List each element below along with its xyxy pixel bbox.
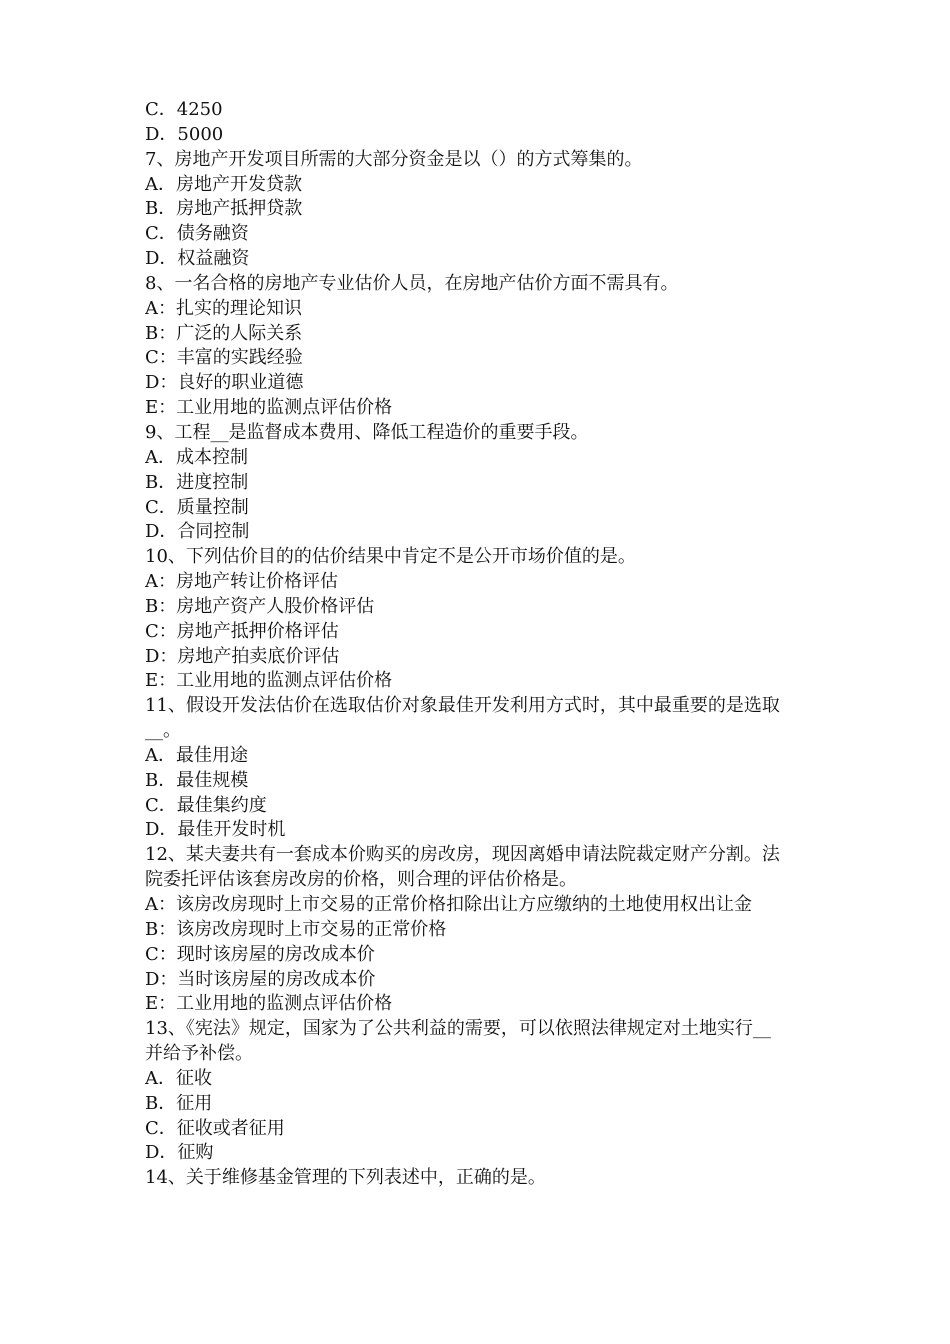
- option-a: A：扎实的理论知识: [145, 297, 302, 319]
- option-a: A．房地产开发贷款: [145, 173, 302, 195]
- option-a: A．征收: [145, 1067, 212, 1089]
- option-b: B．进度控制: [145, 471, 249, 493]
- option-b: B．最佳规模: [145, 769, 249, 791]
- option-c: C．4250: [145, 99, 223, 120]
- option-d: D．最佳开发时机: [145, 819, 286, 841]
- option-e: E：工业用地的监测点评估价格: [145, 993, 393, 1015]
- option-b: B：广泛的人际关系: [145, 322, 303, 344]
- question-12-continued: 院委托评估该套房改房的价格，则合理的评估价格是。: [145, 869, 577, 891]
- option-c: C．债务融资: [145, 223, 249, 245]
- option-d: D．权益融资: [145, 248, 250, 270]
- document-page: [145, 98, 815, 1191]
- option-a: A：房地产转让价格评估: [145, 571, 338, 593]
- option-c: C．质量控制: [145, 496, 249, 518]
- option-d: D．征购: [145, 1142, 214, 1164]
- question-11: 11、假设开发法估价在选取估价对象最佳开发利用方式时，其中最重要的是选取: [145, 695, 780, 717]
- option-d: D．5000: [145, 123, 224, 145]
- option-a: A：该房改房现时上市交易的正常价格扣除出让方应缴纳的土地使用权出让金: [145, 894, 752, 915]
- option-b: B：房地产资产人股价格评估: [145, 595, 375, 617]
- option-c: C．征收或者征用: [145, 1117, 285, 1139]
- option-a: A．成本控制: [145, 446, 248, 468]
- option-d: D：良好的职业道德: [145, 372, 304, 394]
- option-d: D．合同控制: [145, 521, 250, 543]
- question-14: 14、关于维修基金管理的下列表述中，正确的是。: [145, 1167, 546, 1189]
- option-c: C：现时该房屋的房改成本价: [145, 943, 375, 965]
- option-e: E：工业用地的监测点评估价格: [145, 397, 393, 419]
- option-e: E：工业用地的监测点评估价格: [145, 670, 393, 692]
- option-c: C：丰富的实践经验: [145, 347, 303, 369]
- question-12: 12、某夫妻共有一套成本价购买的房改房，现因离婚申请法院裁定财产分割。法: [145, 844, 780, 866]
- option-b: B：该房改房现时上市交易的正常价格: [145, 918, 447, 940]
- option-b: B．征用: [145, 1092, 213, 1114]
- option-c: C．最佳集约度: [145, 794, 267, 816]
- question-9: 9、工程__是监督成本费用、降低工程造价的重要手段。: [145, 421, 589, 443]
- question-11-continued: __。: [145, 720, 181, 742]
- option-d: D：房地产拍卖底价评估: [145, 645, 340, 667]
- option-d: D：当时该房屋的房改成本价: [145, 968, 376, 990]
- question-13-continued: 并给予补偿。: [145, 1043, 253, 1065]
- question-13: 13、《宪法》规定，国家为了公共利益的需要，可以依照法律规定对土地实行__: [145, 1018, 771, 1040]
- option-a: A．最佳用途: [145, 744, 248, 766]
- question-10: 10、下列估价目的的估价结果中肯定不是公开市场价值的是。: [145, 546, 636, 568]
- question-7: 7、房地产开发项目所需的大部分资金是以（）的方式筹集的。: [145, 148, 643, 170]
- option-c: C：房地产抵押价格评估: [145, 620, 339, 642]
- option-b: B．房地产抵押贷款: [145, 198, 303, 220]
- question-8: 8、一名合格的房地产专业估价人员，在房地产估价方面不需具有。: [145, 272, 679, 294]
